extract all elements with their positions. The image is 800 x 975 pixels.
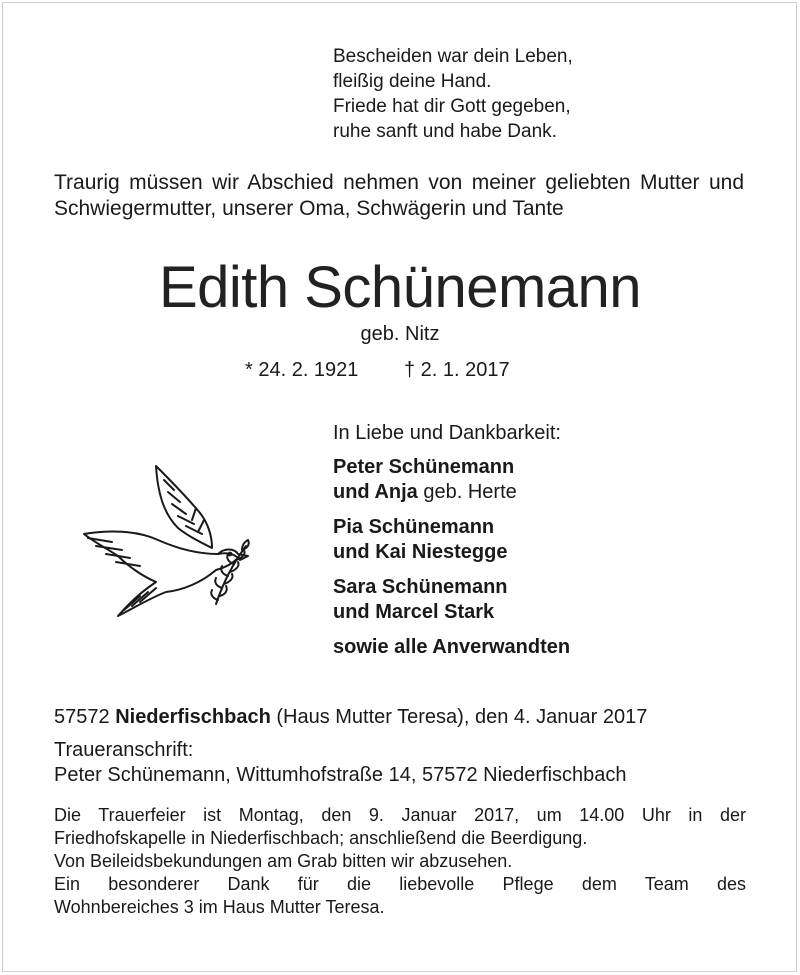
- poem-line: Friede hat dir Gott gegeben,: [333, 96, 571, 117]
- intro-text: Traurig müssen wir Abschied nehmen von meiner geliebten Mutter und Schwiegermutter, unserer Oma, Schwägerin und Tante: [54, 171, 744, 220]
- mourner-name: und Marcel Stark: [333, 601, 495, 623]
- mourner-name: Pia Schünemann: [333, 516, 495, 538]
- dedication-line: In Liebe und Dankbarkeit:: [333, 422, 561, 444]
- address-label: Traueranschrift:: [54, 739, 194, 761]
- birth-name: geb. Nitz: [360, 323, 440, 345]
- note-line: Ein besonderer Dank für die liebevolle Pflege dem Team des: [54, 874, 746, 894]
- mourner-pair: [333, 575, 570, 625]
- place-detail: (Haus Mutter Teresa), den: [276, 706, 509, 728]
- mourner-name: und Kai Niestegge: [333, 541, 508, 563]
- poem-line: fleißig deine Hand.: [333, 71, 492, 92]
- mourner-others: [333, 635, 570, 660]
- others-line: sowie alle Anverwandten: [333, 636, 571, 658]
- life-dates: [245, 357, 510, 383]
- town-name: Niederfischbach: [115, 706, 271, 728]
- zip-code: 57572: [54, 706, 110, 728]
- death-date: † 2. 1. 2017: [404, 359, 510, 381]
- mourner-name: und Anja: [333, 481, 418, 503]
- dove-icon: [78, 458, 258, 623]
- mourner-name: Sara Schünemann: [333, 576, 508, 598]
- mourner-pair: [333, 455, 570, 505]
- funeral-notes: [54, 804, 746, 919]
- note-line: Friedhofskapelle in Niederfischbach; anschließend die Beerdigung.: [54, 828, 588, 848]
- mourner-name: Peter Schünemann: [333, 456, 515, 478]
- mourner-birth-name: geb. Herte: [423, 481, 517, 503]
- note-line: Von Beileidsbekundungen am Grab bitten wir abzusehen.: [54, 851, 513, 871]
- poem-line: ruhe sanft und habe Dank.: [333, 121, 557, 142]
- deceased-name: Edith Schünemann: [158, 255, 642, 320]
- birth-date: * 24. 2. 1921: [245, 359, 359, 381]
- note-line: Wohnbereiches 3 im Haus Mutter Teresa.: [54, 897, 385, 917]
- note-line: Die Trauerfeier ist Montag, den 9. Januar 2017, um 14.00 Uhr in der: [54, 805, 746, 825]
- notice-date: 4. Januar 2017: [513, 706, 648, 728]
- mourning-address: Peter Schünemann, Wittumhofstraße 14, 57572 Niederfischbach: [54, 764, 627, 786]
- mourners-list: [333, 455, 570, 670]
- poem-line: Bescheiden war dein Leben,: [333, 46, 573, 67]
- memorial-poem: [333, 44, 573, 144]
- mourner-pair: [333, 515, 570, 565]
- place-date-line: [54, 704, 647, 730]
